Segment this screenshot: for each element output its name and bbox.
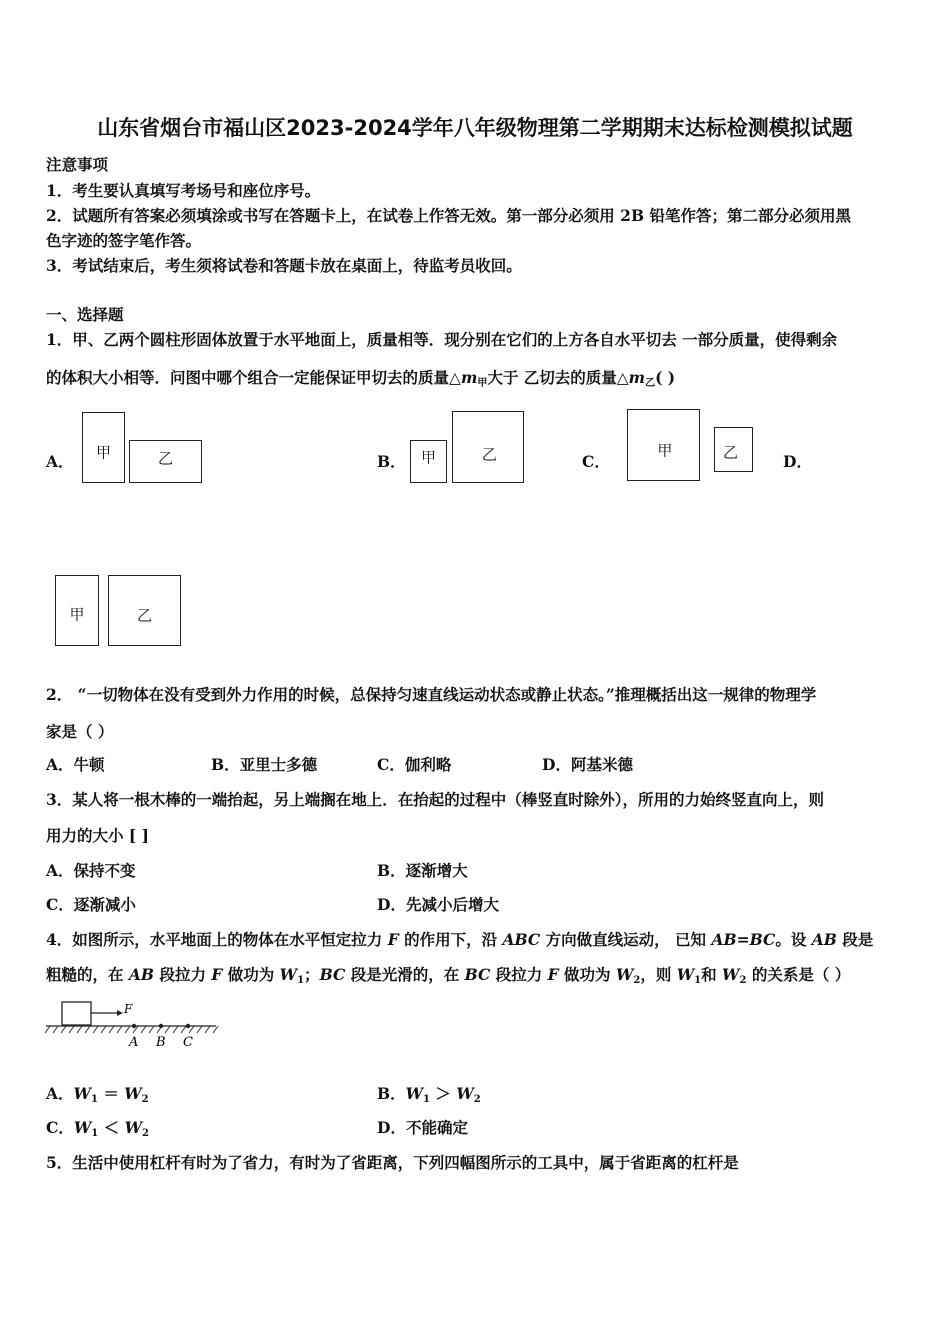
- q1-line1: 1．甲、乙两个圆柱形固体放置于水平地面上，质量相等．现分别在它们的上方各自水平切去 一部分质量，使得剩余: [46, 330, 838, 349]
- q2-option-a: A．牛顿: [46, 755, 105, 774]
- q4-line2: 粗糙的，在 AB 段拉力 F 做功为 $W_1$；BC 段是光滑的，在 BC 段拉力 F 做功为 $W_2$，则 $W_1$和 $W_2$ 的关系是（ ）: [46, 965, 851, 986]
- q5-line1: 5．生活中使用杠杆有时为了省力，有时为了省距离，下列四幅图所示的工具中，属于省距离的杠杆是: [46, 1153, 739, 1172]
- q1-b-jia-block: 甲: [410, 440, 447, 483]
- q3-option-b: B．逐渐增大: [377, 861, 468, 880]
- notice-item-2-cont: 色字迹的签字笔作答。: [46, 231, 202, 250]
- notice-item-3: 3．考试结束后，考生须将试卷和答题卡放在桌面上，待监考员收回。: [46, 256, 522, 275]
- q3-option-a: A．保持不变: [46, 861, 136, 880]
- q4-point-a: [132, 1024, 136, 1028]
- q2-line1: 2． “一切物体在没有受到外力作用的时候，总保持匀速直线运动状态或静止状态。”推理概括出这一规律的物理学: [46, 685, 817, 704]
- q3-line2: 用力的大小 [ ]: [46, 826, 149, 845]
- q4-point-c: [186, 1024, 190, 1028]
- q1-option-c-label: C．: [582, 452, 610, 471]
- q4-force-arrowhead: [117, 1010, 123, 1016]
- q4-option-c: C．$W_1 < W_2$: [46, 1118, 149, 1139]
- q4-label-a: A: [129, 1035, 139, 1050]
- notice-item-2: 2．试题所有答案必须填涂或书写在答题卡上，在试卷上作答无效。第一部分必须用 2B 铅笔作答；第二部分必须用黑: [46, 206, 851, 225]
- q1-c-yi-block: 乙: [714, 427, 753, 472]
- q1-c-jia-block: 甲: [627, 409, 700, 481]
- q1-a-jia-block: 甲: [82, 412, 125, 483]
- q4-option-b: B．$W_1 > W_2$: [377, 1084, 481, 1105]
- q4-ground-hatch: [45, 1026, 218, 1033]
- q4-point-b: [159, 1024, 163, 1028]
- q2-option-c: C．伽利略: [377, 755, 452, 774]
- q4-label-b: B: [156, 1035, 166, 1050]
- q4-label-c: C: [183, 1035, 193, 1050]
- q1-a-yi-block: 乙: [129, 440, 202, 483]
- q3-option-d: D．先减小后增大: [377, 895, 499, 914]
- q4-line1: 4．如图所示，水平地面上的物体在水平恒定拉力 F 的作用下，沿 ABC 方向做直线运动， 已知 AB=BC。设 AB 段是: [46, 930, 874, 949]
- q1-line2: 的体积大小相等．问图中哪个组合一定能保证甲切去的质量$\triangle m_甲$大于 乙切去的质量$\triangle m_乙$( ): [46, 368, 676, 389]
- q1-option-b-label: B．: [377, 452, 406, 471]
- q4-option-d: D．不能确定: [377, 1118, 468, 1137]
- section-heading: 一、选择题: [46, 305, 124, 324]
- q1-d-jia-block: 甲: [55, 575, 99, 646]
- q1-d-yi-block: 乙: [108, 575, 181, 646]
- notice-heading: 注意事项: [46, 155, 109, 174]
- q3-option-c: C．逐渐减小: [46, 895, 136, 914]
- q4-block: [62, 1002, 91, 1025]
- q3-line1: 3．某人将一根木棒的一端抬起，另上端搁在地上．在抬起的过程中（棒竖直时除外），所用的力始终竖直向上，则: [46, 790, 825, 809]
- q2-option-d: D．阿基米德: [542, 755, 633, 774]
- page-title: 山东省烟台市福山区2023-2024学年八年级物理第二学期期末达标检测模拟试题: [97, 116, 853, 140]
- q2-line2: 家是（ ）: [46, 722, 114, 741]
- q1-b-yi-block: 乙: [452, 411, 524, 483]
- notice-item-1: 1．考生要认真填写考场号和座位序号。: [46, 181, 321, 200]
- q4-force-diagram: [44, 998, 224, 1054]
- q1-option-d-label: D．: [783, 452, 812, 471]
- q2-option-b: B．亚里士多德: [211, 755, 318, 774]
- q4-option-a: A．$W_1 = W_2$: [46, 1084, 149, 1105]
- q1-option-a-label: A．: [46, 452, 74, 471]
- q4-force-label: F: [124, 1002, 133, 1016]
